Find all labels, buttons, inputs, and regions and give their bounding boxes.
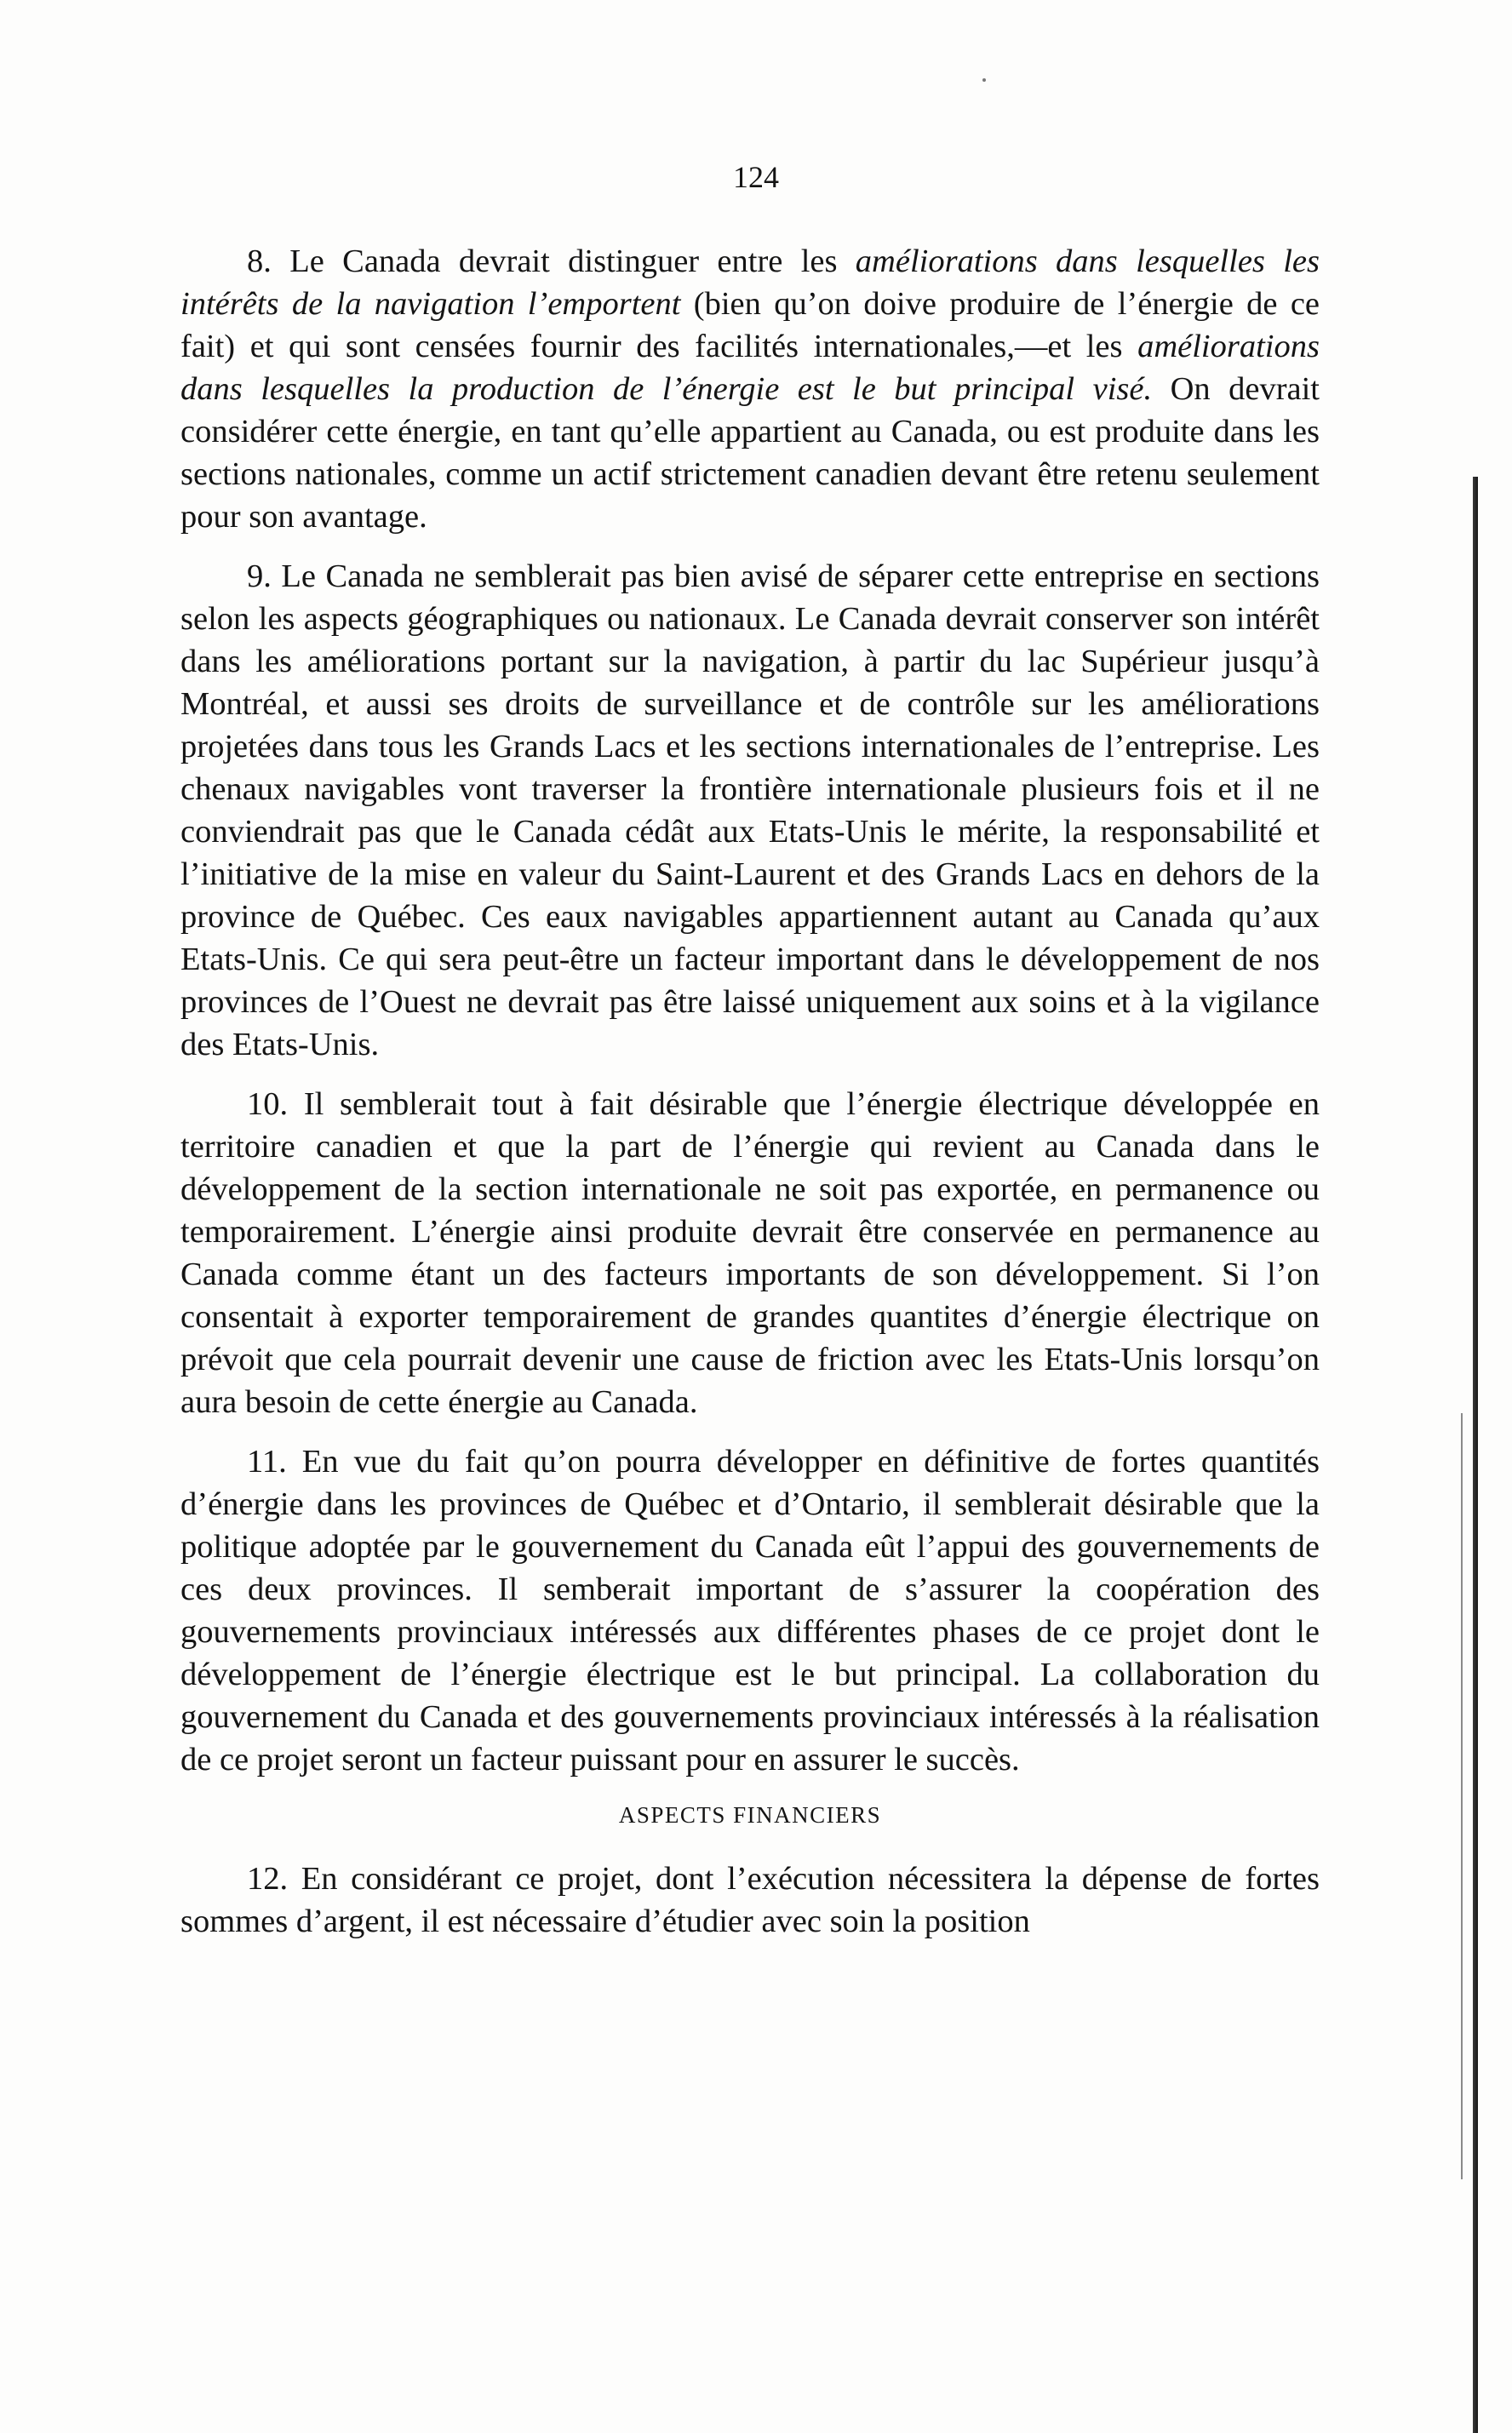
- scan-binding-shadow: [1461, 1413, 1463, 2179]
- section-heading: ASPECTS FINANCIERS: [618, 1802, 882, 1828]
- scan-binding-edge: [1473, 477, 1478, 2433]
- text-segment: 11. En vue du fait qu’on pourra développer en définitive de fortes quantités d’énergie dans les provinces de Québec et d’Ontario, il semblerait désirable que la politique adoptée par le gouvernement du Canada eût l’appui des gouvernements de ces deux provinces. Il semberait important de s’assurer la coopération des gouvernements provinciaux intéressés aux différentes phases de ce projet dont le développement de l’énergie électrique est le but principal. La collaboration du gouvernement du Canada et des gouvernements provinciaux intéressés à la réalisation de ce projet seront un facteur puissant pour en assurer le succès.: [180, 1444, 1320, 1778]
- text-segment: 9. Le Canada ne semblerait pas bien avisé de séparer cette entreprise en sections selon les aspects géographiques ou nationaux. Le Canada devrait conserver son intérêt dans les améliorations portant sur la navigation, à partir du lac Supérieur jusqu’à Montréal, et aussi ses droits de surveillance et de contrôle sur les améliorations projetées dans tous les Grands Lacs et les sections internationales de l’entreprise. Les chenaux navigables vont traverser la frontière internationale plusieurs fois et il ne conviendrait pas que le Canada cédât aux Etats-Unis le mérite, la responsabilité et l’initiative de la mise en valeur du Saint-Laurent et des Grands Lacs en dehors de la province de Québec. Ces eaux navigables appartiennent autant au Canada qu’aux Etats-Unis. Ce qui sera peut-être un facteur important dans le développement de nos provinces de l’Ouest ne devrait pas être laissé uniquement aux soins et à la vigilance des Etats-Unis.: [180, 558, 1320, 1062]
- text-segment: On devrait considérer cette énergie, en tant qu’elle appartient au Canada, ou est produite dans les sections nationales, comme un actif strictement canadien devant être retenu seulement pour son avantage.: [180, 371, 1320, 535]
- page-number: 124: [733, 160, 779, 194]
- text-segment: (bien qu’on doive produire de l’énergie de ce fait) et qui sont censées fournir des facilités internationales,—et les: [180, 286, 1320, 364]
- text-segment: 8. Le Canada devrait distinguer entre les: [247, 243, 856, 279]
- italic-segment: améliorations dans lesquelles la production de l’énergie est le but principal visé.: [180, 329, 1320, 407]
- scan-speck: [982, 78, 986, 82]
- body-text: [180, 240, 1320, 1960]
- paragraph-10: [180, 1083, 1320, 1423]
- italic-segment: améliorations dans lesquelles les intérêts de la navigation l’emportent: [180, 243, 1320, 322]
- paragraph-11: [180, 1440, 1320, 1781]
- paragraph-8: [180, 240, 1320, 538]
- paragraph-12: 12. En considérant ce projet, dont l’exécution nécessitera la dépense de fortes sommes d’argent, il est nécessaire d’étudier avec soin la position: [180, 1861, 1320, 1939]
- paragraph-9: [180, 555, 1320, 1066]
- text-segment: 10. Il semblerait tout à fait désirable que l’énergie électrique développée en territoire canadien et que la part de l’énergie qui revient au Canada dans le développement de la section internationale ne soit pas exportée, en permanence ou temporairement. L’énergie ainsi produite devrait être conservée en permanence au Canada comme étant un des facteurs importants de son développement. Si l’on consentait à exporter temporairement de grandes quantites d’énergie électrique on prévoit que cela pourrait devenir une cause de friction avec les Etats-Unis lorsqu’on aura besoin de cette énergie au Canada.: [180, 1086, 1320, 1420]
